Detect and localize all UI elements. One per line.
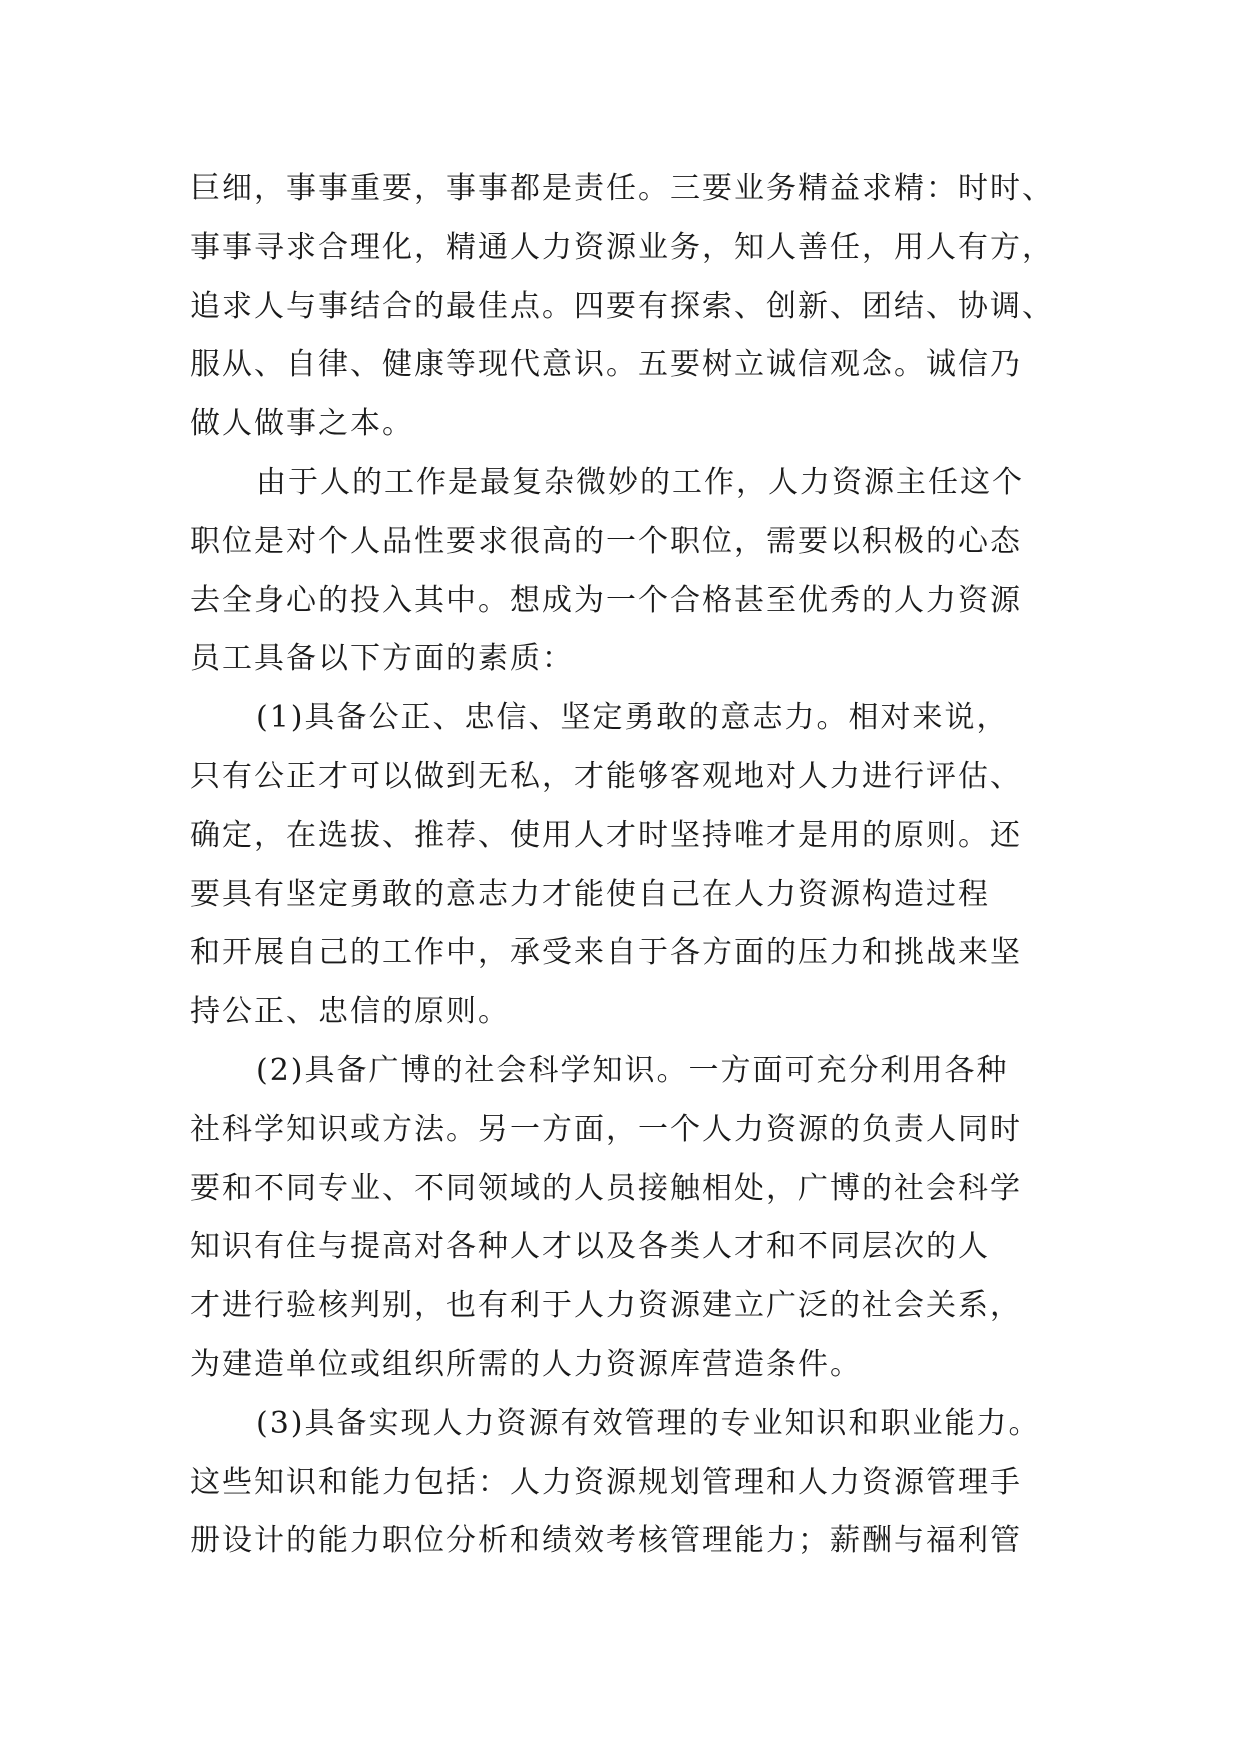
text-line: 要具有坚定勇敢的意志力才能使自己在人力资源构造过程: [190, 876, 990, 912]
text-line: 社科学知识或方法。另一方面，一个人力资源的负责人同时: [190, 1111, 1022, 1147]
paragraph-first-line: (3)具备实现人力资源有效管理的专业知识和职业能力。: [256, 1405, 1041, 1441]
text-line: 确定，在选拔、推荐、使用人才时坚持唯才是用的原则。还: [190, 817, 1022, 853]
text-line: 职位是对个人品性要求很高的一个职位，需要以积极的心态: [190, 523, 1022, 559]
paragraph-first-line: (1)具备公正、忠信、坚定勇敢的意志力。相对来说，: [256, 700, 1009, 736]
body-text: [190, 160, 1090, 1571]
text-line: 去全身心的投入其中。想成为一个合格甚至优秀的人力资源: [190, 582, 1022, 618]
text-line: 和开展自己的工作中，承受来自于各方面的压力和挑战来坚: [190, 935, 1022, 971]
text-line: 册设计的能力职位分析和绩效考核管理能力；薪酬与福利管: [190, 1523, 1022, 1559]
paragraph-first-line: (2)具备广博的社会科学知识。一方面可充分利用各种: [256, 1052, 1009, 1088]
text-line: 这些知识和能力包括：人力资源规划管理和人力资源管理手: [190, 1464, 1022, 1500]
text-line: 要和不同专业、不同领域的人员接触相处，广博的社会科学: [190, 1170, 1022, 1206]
text-line: 知识有住与提高对各种人才以及各类人才和不同层次的人: [190, 1229, 990, 1265]
text-line: 巨细，事事重要，事事都是责任。三要业务精益求精：时时、: [190, 171, 1054, 206]
text-line: 服从、自律、健康等现代意识。五要树立诚信观念。诚信乃: [190, 347, 1022, 383]
text-line: 为建造单位或组织所需的人力资源库营造条件。: [190, 1346, 862, 1382]
text-line: 追求人与事结合的最佳点。四要有探索、创新、团结、协调、: [190, 288, 1054, 324]
text-line: 事事寻求合理化，精通人力资源业务，知人善任，用人有方，: [190, 229, 1054, 265]
text-line: 做人做事之本。: [190, 406, 414, 442]
text-line: 才进行验核判别，也有利于人力资源建立广泛的社会关系，: [190, 1288, 1022, 1324]
text-line: 持公正、忠信的原则。: [190, 994, 510, 1030]
text-line: 员工具备以下方面的素质：: [190, 641, 574, 677]
paragraph-first-line: 由于人的工作是最复杂微妙的工作，人力资源主任这个: [256, 464, 1024, 500]
text-line: 只有公正才可以做到无私，才能够客观地对人力进行评估、: [190, 758, 1022, 794]
